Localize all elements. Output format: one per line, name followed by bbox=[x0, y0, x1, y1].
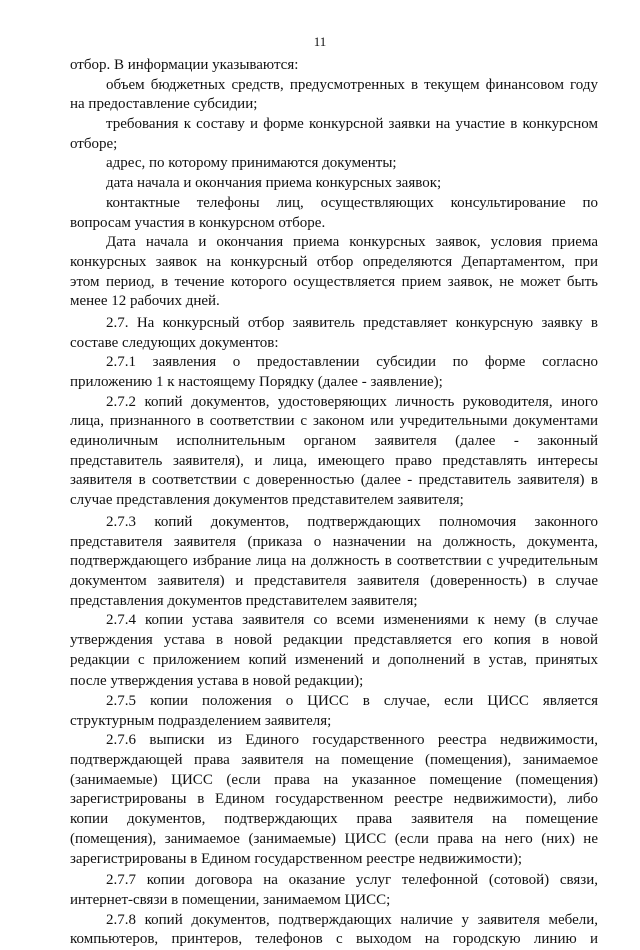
text-line: структурным подразделением заявителя; bbox=[70, 712, 332, 729]
text-line: 2.7.4 копии устава заявителя со всеми изменениями к нему (в случае bbox=[106, 612, 598, 629]
text-line: зарегистрированы в Едином государственном реестре недвижимости); bbox=[70, 850, 523, 867]
text-line: Дата начала и окончания приема конкурсных заявок, условия приема bbox=[106, 234, 598, 251]
text-line: требования к составу и форме конкурсной заявки на участие в конкурсном bbox=[106, 116, 598, 133]
text-line: заявителя в соответствии с доверенностью (далее - представитель заявителя) в bbox=[70, 472, 598, 489]
text-line: компьютеров, принтеров, телефонов с выходом на городскую линию и bbox=[70, 931, 598, 948]
text-line: этом период, в течение которого осуществляется прием заявок, не может быть bbox=[70, 273, 598, 290]
text-line: утверждения устава в новой редакции представляется его копия в новой bbox=[70, 631, 598, 648]
text-line: представителя заявителя (приказа о назначении на должность, документа, bbox=[70, 533, 598, 550]
text-line: 2.7.7 копии договора на оказание услуг телефонной (сотовой) связи, bbox=[106, 872, 598, 889]
text-line: дата начала и окончания приема конкурсных заявок; bbox=[106, 175, 442, 192]
text-line: конкурсных заявок на конкурсный отбор определяются Департаментом, при bbox=[70, 253, 598, 270]
text-line: (помещения), занимаемое (занимаемые) ЦИСС (если права на него (них) не bbox=[70, 830, 598, 847]
text-line: подтверждающего избрание лица на должность в соответствии с учредительным bbox=[70, 553, 598, 570]
text-line: приложению 1 к настоящему Порядку (далее - заявление); bbox=[70, 374, 443, 390]
text-line: 2.7.1 заявления о предоставлении субсидии по форме согласно bbox=[106, 354, 598, 371]
text-line: отборе; bbox=[70, 135, 118, 152]
page-number: 11 bbox=[313, 34, 327, 49]
text-line: зарегистрированы в Едином государственном реестре недвижимости), либо bbox=[70, 791, 598, 808]
text-line: 2.7. На конкурсный отбор заявитель представляет конкурсную заявку в bbox=[106, 314, 598, 331]
text-line: интернет-связи в помещении, занимаемом ЦИСС; bbox=[70, 891, 391, 908]
text-line: документом заявителя) и представителя заявителя (доверенность) в случае bbox=[70, 572, 598, 589]
text-line: 2.7.3 копий документов, подтверждающих полномочия законного bbox=[106, 513, 598, 530]
text-line: 2.7.6 выписки из Единого государственного реестра недвижимости, bbox=[106, 732, 598, 749]
text-line: после утверждения устава в новой редакции); bbox=[70, 673, 364, 690]
text-line: на предоставление субсидии; bbox=[70, 96, 258, 113]
text-line: менее 12 рабочих дней. bbox=[70, 293, 220, 310]
text-line: случае представления документов представителем заявителя; bbox=[70, 492, 464, 509]
text-line: подтверждающей права заявителя на помещение (помещения), занимаемое bbox=[70, 752, 598, 769]
text-line: копии документов, подтверждающих права заявителя на помещение bbox=[70, 811, 598, 828]
text-line: лица, признанного в соответствии с законом или учредительными документами bbox=[70, 413, 598, 430]
text-line: контактные телефоны лиц, осуществляющих консультирование по bbox=[106, 194, 598, 211]
text-line: 2.7.5 копии положения о ЦИСС в случае, если ЦИСС является bbox=[106, 693, 598, 709]
text-line: составе следующих документов: bbox=[70, 334, 279, 351]
text-line: представитель заявителя), и лица, имеющего право представлять интересы bbox=[70, 452, 598, 469]
text-line: представления документов представителем заявителя; bbox=[70, 592, 418, 609]
text-line: (занимаемые) ЦИСС (если права на указанное помещение (помещения) bbox=[70, 771, 598, 788]
text-line: отбор. В информации указываются: bbox=[70, 57, 299, 73]
text-line: редакции с приложением копий изменений и дополнений в устав, принятых bbox=[70, 651, 598, 668]
text-line: адрес, по которому принимаются документы; bbox=[106, 155, 397, 172]
text-line: 2.7.2 копий документов, удостоверяющих личность руководителя, иного bbox=[106, 393, 598, 410]
text-line: единоличным исполнительным органом заявителя (далее - законный bbox=[70, 433, 598, 450]
text-line: 2.7.8 копий документов, подтверждающих наличие у заявителя мебели, bbox=[106, 911, 598, 928]
document-body bbox=[70, 56, 598, 950]
text-line: вопросам участия в конкурсном отборе. bbox=[70, 214, 326, 231]
text-line: объем бюджетных средств, предусмотренных в текущем финансовом году bbox=[106, 76, 598, 93]
